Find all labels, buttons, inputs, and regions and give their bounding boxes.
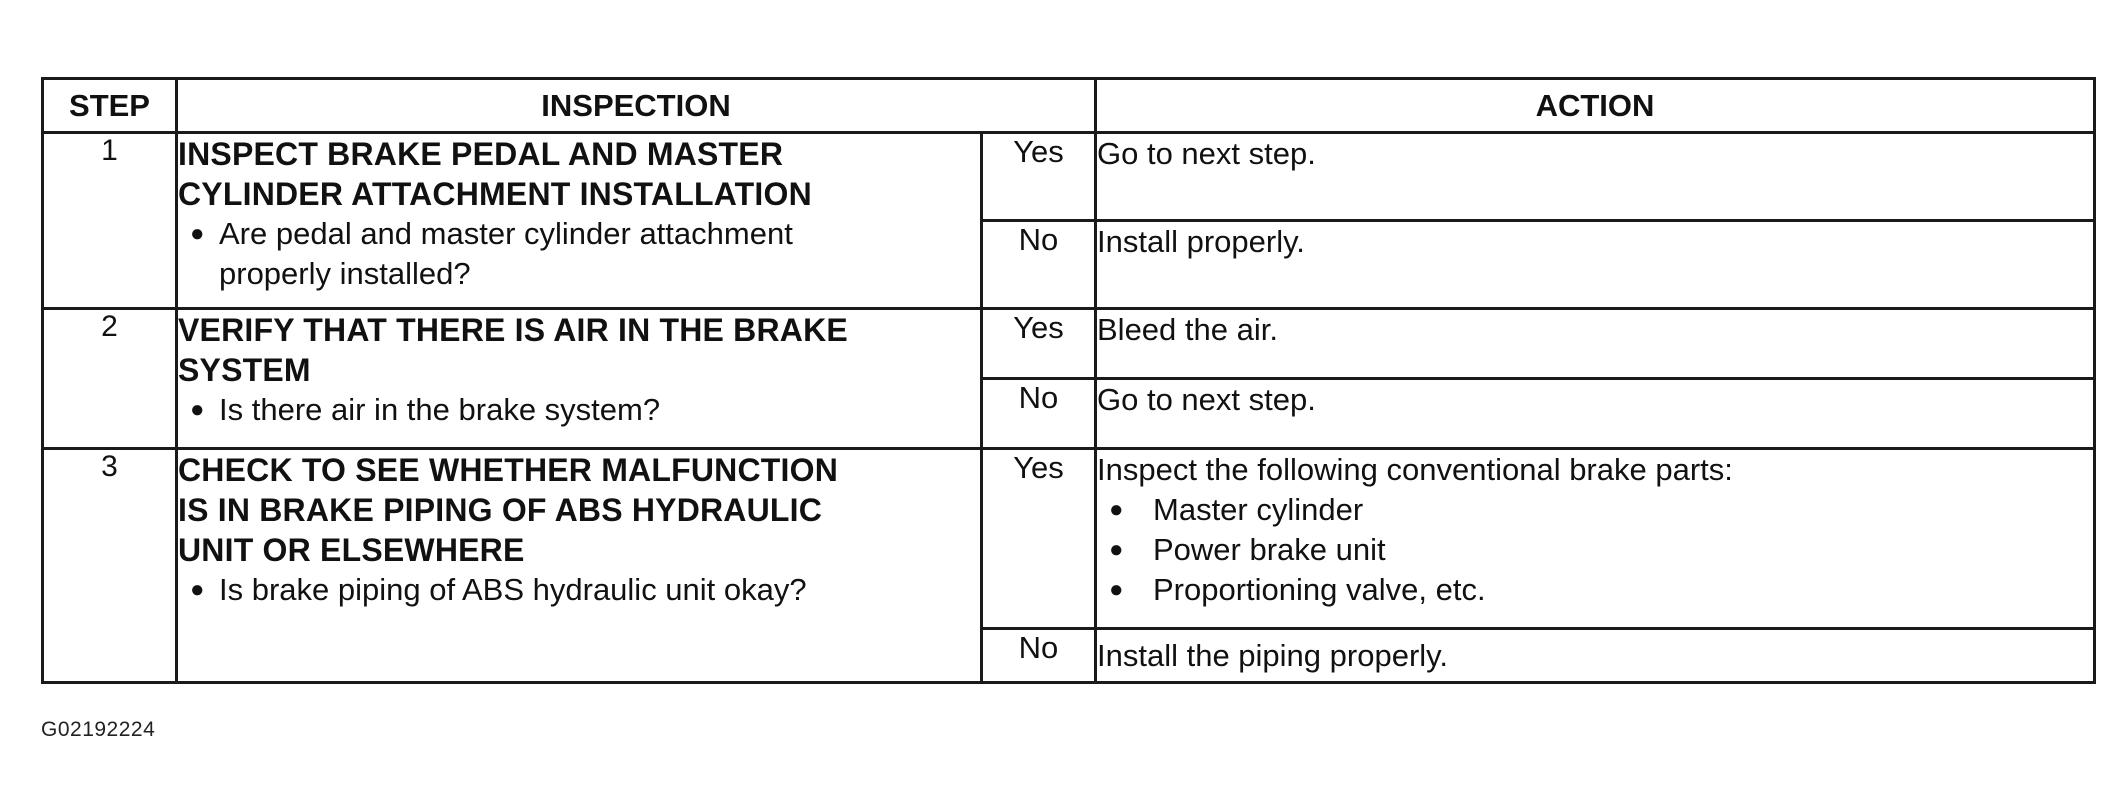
step-number: 2 xyxy=(43,309,177,449)
list-item xyxy=(1097,530,2093,570)
list-item-text: Proportioning valve, etc. xyxy=(1153,572,1486,607)
step-1-yes-row xyxy=(43,133,2095,221)
diagnostic-table xyxy=(41,77,2096,684)
inspection-question xyxy=(178,214,980,294)
no-action: Install properly. xyxy=(1096,221,2095,309)
question-line: properly installed? xyxy=(219,256,471,291)
title-line: VERIFY THAT THERE IS AIR IN THE BRAKE xyxy=(178,312,848,348)
bullet-icon: ● xyxy=(1109,536,1124,563)
list-item xyxy=(1097,570,2093,610)
inspection-title xyxy=(178,310,980,390)
list-item-text: Master cylinder xyxy=(1153,492,1364,527)
bullet-icon: ● xyxy=(190,396,205,423)
bullet-icon: ● xyxy=(1109,576,1124,603)
header-row xyxy=(43,79,2095,133)
figure-id: G02192224 xyxy=(41,718,156,741)
yes-action: Bleed the air. xyxy=(1096,309,2095,379)
action-list xyxy=(1097,490,2093,610)
header-action: ACTION xyxy=(1096,79,2095,133)
no-label: No xyxy=(982,629,1096,683)
yes-action: Go to next step. xyxy=(1096,133,2095,221)
no-action: Go to next step. xyxy=(1096,379,2095,449)
step-2-inspection xyxy=(177,309,982,449)
title-line: CYLINDER ATTACHMENT INSTALLATION xyxy=(178,176,812,212)
bullet-icon: ● xyxy=(1109,496,1124,523)
header-step: STEP xyxy=(43,79,177,133)
step-1-inspection xyxy=(177,133,982,309)
yes-label: Yes xyxy=(982,309,1096,379)
no-label: No xyxy=(982,379,1096,449)
step-number: 3 xyxy=(43,449,177,683)
title-line: SYSTEM xyxy=(178,352,311,388)
header-inspection: INSPECTION xyxy=(177,79,1096,133)
yes-label: Yes xyxy=(982,449,1096,629)
title-line: CHECK TO SEE WHETHER MALFUNCTION xyxy=(178,452,839,488)
title-line: IS IN BRAKE PIPING OF ABS HYDRAULIC xyxy=(178,492,823,528)
question-line: Is there air in the brake system? xyxy=(219,392,661,427)
inspection-title xyxy=(178,134,980,214)
inspection-title xyxy=(178,450,980,570)
list-item xyxy=(1097,490,2093,530)
list-item-text: Power brake unit xyxy=(1153,532,1386,567)
bullet-icon: ● xyxy=(190,576,205,603)
step-3-yes-row xyxy=(43,449,2095,629)
step-number: 1 xyxy=(43,133,177,309)
title-line: UNIT OR ELSEWHERE xyxy=(178,532,525,568)
inspection-question xyxy=(178,390,980,430)
question-line: Is brake piping of ABS hydraulic unit okay? xyxy=(219,572,807,607)
step-2-yes-row xyxy=(43,309,2095,379)
step-3-inspection xyxy=(177,449,982,683)
title-line: INSPECT BRAKE PEDAL AND MASTER xyxy=(178,136,784,172)
no-label: No xyxy=(982,221,1096,309)
yes-label: Yes xyxy=(982,133,1096,221)
no-action: Install the piping properly. xyxy=(1096,629,2095,683)
bullet-icon: ● xyxy=(190,220,205,247)
yes-action xyxy=(1096,449,2095,629)
question-line: Are pedal and master cylinder attachment xyxy=(219,216,793,251)
action-intro: Inspect the following conventional brake parts: xyxy=(1097,452,1733,487)
inspection-question xyxy=(178,570,980,610)
